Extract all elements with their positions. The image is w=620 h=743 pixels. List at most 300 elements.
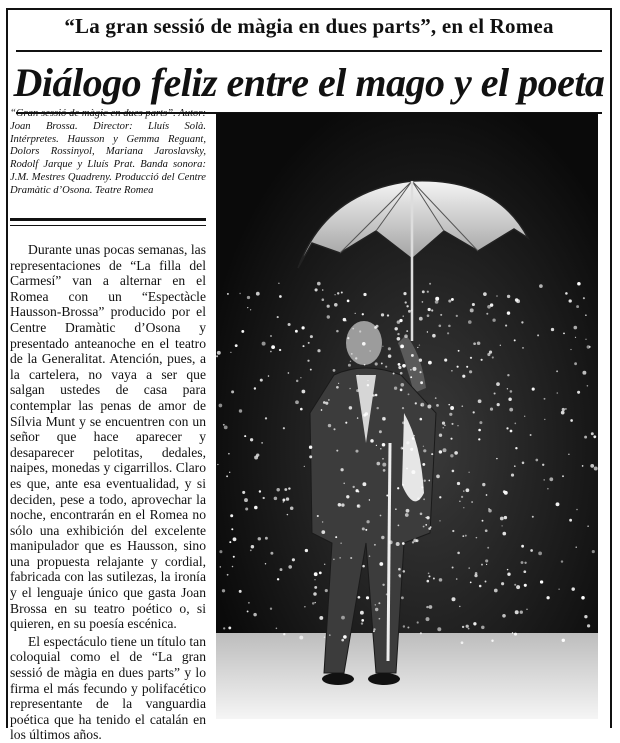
- kicker-rule: [16, 50, 602, 52]
- snow-speck: [419, 359, 422, 362]
- snow-speck: [395, 508, 397, 510]
- snow-speck: [577, 282, 581, 286]
- snow-speck: [452, 597, 456, 601]
- snow-speck: [504, 516, 507, 519]
- snow-speck: [479, 585, 482, 588]
- snow-speck: [491, 639, 493, 641]
- snow-speck: [349, 406, 352, 409]
- snow-speck: [406, 468, 408, 470]
- snow-speck: [227, 293, 229, 295]
- snow-speck: [312, 602, 315, 605]
- snow-speck: [366, 520, 369, 523]
- snow-speck: [253, 613, 257, 617]
- snow-speck: [302, 345, 304, 347]
- snow-speck: [341, 639, 344, 642]
- snow-speck: [382, 458, 384, 460]
- snow-speck: [381, 313, 384, 316]
- snow-speck: [485, 581, 487, 583]
- snow-speck: [230, 352, 231, 353]
- snow-speck: [473, 411, 475, 413]
- snow-speck: [239, 590, 242, 593]
- snow-speck: [260, 379, 263, 382]
- snow-speck: [369, 555, 371, 557]
- snow-speck: [490, 303, 493, 306]
- snow-speck: [444, 359, 447, 362]
- snow-speck: [394, 327, 397, 330]
- snow-speck: [457, 425, 458, 426]
- snow-speck: [352, 328, 354, 330]
- snow-speck: [317, 349, 320, 352]
- snow-speck: [463, 490, 464, 491]
- snow-speck: [341, 292, 343, 294]
- snow-speck: [574, 362, 577, 365]
- snow-speck: [442, 422, 445, 425]
- snow-speck: [224, 426, 228, 430]
- snow-speck: [305, 549, 308, 552]
- snow-speck: [364, 364, 366, 366]
- snow-speck: [323, 401, 326, 404]
- snow-speck: [328, 399, 329, 400]
- snow-speck: [577, 391, 580, 394]
- snow-speck: [288, 565, 292, 569]
- snow-speck: [516, 585, 520, 589]
- snow-speck: [300, 408, 303, 411]
- snow-speck: [431, 453, 433, 455]
- snow-speck: [393, 373, 395, 375]
- snow-speck: [542, 464, 544, 466]
- snow-speck: [502, 614, 506, 618]
- snow-speck: [408, 393, 410, 395]
- snow-speck: [355, 450, 358, 453]
- snow-speck: [373, 630, 375, 632]
- snow-speck: [375, 394, 378, 397]
- snow-speck: [402, 364, 404, 366]
- snow-speck: [473, 342, 476, 345]
- snow-speck: [228, 626, 231, 629]
- snow-speck: [576, 547, 577, 548]
- snow-speck: [456, 315, 458, 317]
- snow-speck: [486, 564, 487, 565]
- snow-speck: [512, 632, 513, 633]
- snow-speck: [263, 497, 265, 499]
- snow-speck: [313, 592, 317, 596]
- snow-speck: [329, 634, 331, 636]
- credits-rule-thin: [10, 225, 206, 226]
- snow-speck: [483, 292, 487, 296]
- snow-speck: [452, 567, 454, 569]
- snow-speck: [468, 628, 470, 630]
- snow-speck: [457, 366, 459, 368]
- snow-speck: [448, 404, 450, 406]
- snow-speck: [448, 325, 451, 328]
- snow-speck: [295, 330, 298, 333]
- snow-speck: [361, 619, 364, 622]
- snow-speck: [424, 480, 426, 482]
- snow-speck: [322, 298, 325, 301]
- snow-speck: [341, 503, 344, 506]
- snow-speck: [362, 342, 366, 346]
- snow-speck: [437, 627, 441, 631]
- snow-speck: [440, 314, 442, 316]
- snow-speck: [360, 611, 364, 615]
- snow-speck: [279, 295, 282, 298]
- snow-speck: [428, 308, 431, 311]
- snow-speck: [226, 475, 228, 477]
- snow-speck: [585, 314, 587, 316]
- snow-speck: [412, 437, 415, 440]
- snow-speck: [562, 408, 565, 411]
- snow-speck: [324, 636, 326, 638]
- snow-speck: [468, 567, 470, 569]
- snow-speck: [410, 376, 412, 378]
- snow-speck: [362, 313, 364, 315]
- snow-speck: [592, 550, 595, 553]
- snow-speck: [247, 610, 249, 612]
- snow-speck: [278, 283, 279, 284]
- snow-speck: [470, 357, 472, 359]
- snow-speck: [427, 314, 430, 317]
- snow-speck: [543, 479, 545, 481]
- snow-speck: [254, 387, 256, 389]
- snow-speck: [494, 589, 498, 593]
- snow-speck: [398, 363, 401, 366]
- snow-speck: [420, 381, 423, 384]
- snow-speck: [486, 494, 488, 496]
- snow-speck: [401, 596, 404, 599]
- snow-speck: [488, 508, 490, 510]
- snow-speck: [492, 356, 494, 358]
- snow-speck: [589, 346, 591, 348]
- credits-rule-thick: [10, 218, 206, 221]
- snow-speck: [497, 403, 500, 406]
- snow-speck: [510, 390, 513, 393]
- snow-speck: [276, 488, 279, 491]
- snow-speck: [426, 516, 429, 519]
- snow-speck: [570, 349, 571, 350]
- snow-speck: [476, 537, 478, 539]
- snow-speck: [363, 293, 366, 296]
- snow-speck: [520, 611, 523, 614]
- snow-speck: [302, 390, 306, 394]
- snow-speck: [481, 564, 483, 566]
- article-kicker: “La gran sessió de màgia en dues parts”, en el Romea: [64, 14, 554, 38]
- snow-speck: [420, 632, 422, 634]
- snow-speck: [270, 335, 272, 337]
- snow-speck: [422, 290, 425, 293]
- snow-speck: [296, 380, 298, 382]
- snow-speck: [404, 334, 408, 338]
- snow-speck: [451, 423, 453, 425]
- snow-speck: [369, 499, 370, 500]
- snow-speck: [231, 528, 233, 530]
- snow-speck: [524, 562, 526, 564]
- snow-speck: [276, 628, 278, 630]
- snow-speck: [362, 482, 366, 486]
- snow-speck: [348, 364, 351, 367]
- snow-speck: [568, 454, 569, 455]
- snow-speck: [277, 316, 279, 318]
- snow-speck: [327, 305, 330, 308]
- snow-speck: [292, 558, 295, 561]
- snow-speck: [265, 417, 267, 419]
- snow-speck: [496, 458, 497, 459]
- snow-speck: [523, 570, 526, 573]
- snow-speck: [219, 550, 222, 553]
- snow-speck: [422, 301, 424, 303]
- snow-speck: [439, 578, 443, 582]
- snow-speck: [576, 305, 579, 308]
- snow-speck: [229, 541, 231, 543]
- snow-speck: [239, 293, 240, 294]
- snow-speck: [380, 515, 382, 517]
- snow-speck: [361, 622, 363, 624]
- snow-speck: [287, 514, 288, 515]
- snow-speck: [521, 545, 524, 548]
- snow-speck: [507, 374, 509, 376]
- snow-speck: [333, 369, 336, 372]
- stage-floor: [216, 633, 598, 719]
- snow-speck: [514, 584, 516, 586]
- snow-speck: [471, 501, 473, 503]
- snow-speck: [250, 549, 252, 551]
- snow-speck: [340, 468, 343, 471]
- snow-speck: [478, 399, 482, 403]
- snow-speck: [450, 438, 452, 440]
- snow-speck: [420, 513, 423, 516]
- snow-speck: [428, 575, 430, 577]
- article-photo: [216, 113, 598, 719]
- snow-speck: [381, 362, 383, 364]
- body-paragraph: Durante unas pocas semanas, las representaciones de “La filla del Carmesí” van a alternar en el Romea con un “Espectàcle Hausson-Brossa” producido por el Centre Dramàtic d’Osona y presentado anteanoche en el teatro de la Generalitat. Atención, pues, a la cartelera, no vaya a ser que salgan ustedes de casa para contemplar las penas de amor de Sílvia Munt y se encuentren con un señor que hace aparecer y desaparecer pelotitas, dedales, naipes, monedas y cigarrillos. Claro es que, ante esa eventualidad, y si deciden, pese a todo, aprovechar la noche, encontrarán en el Romea no sólo una exhibición del excelente manipulador que es Hausson, sino una propuesta relajante y cordial, fabricada con las sutilezas, la ironía y el lenguaje único que gasta Joan Brossa en su teatro poético o, si quieren, en su poesía escénica.: [10, 242, 206, 632]
- snow-speck: [372, 394, 374, 396]
- snow-speck: [247, 296, 250, 299]
- snow-speck: [271, 345, 275, 349]
- snow-speck: [405, 301, 407, 303]
- snow-speck: [388, 354, 392, 358]
- snow-speck: [321, 530, 325, 534]
- snow-speck: [546, 596, 549, 599]
- snow-speck: [383, 469, 386, 472]
- snow-speck: [544, 419, 545, 420]
- snow-speck: [322, 289, 324, 291]
- snow-speck: [526, 609, 527, 610]
- snow-speck: [510, 430, 513, 433]
- snow-speck: [247, 307, 248, 308]
- snow-speck: [439, 496, 441, 498]
- snow-speck: [411, 470, 415, 474]
- snow-speck: [288, 372, 290, 374]
- snow-speck: [590, 464, 594, 468]
- snow-speck: [532, 388, 535, 391]
- snow-speck: [314, 579, 315, 580]
- snow-speck: [374, 326, 377, 329]
- snow-speck: [369, 350, 370, 351]
- snow-speck: [570, 419, 573, 422]
- snow-speck: [435, 397, 437, 399]
- snow-speck: [280, 568, 283, 571]
- snow-speck: [398, 568, 401, 571]
- snow-speck: [447, 332, 449, 334]
- snow-speck: [532, 516, 534, 518]
- snow-speck: [388, 347, 391, 350]
- snow-speck: [501, 582, 504, 585]
- snow-speck: [514, 633, 517, 636]
- snow-speck: [569, 519, 572, 522]
- snow-speck: [288, 487, 290, 489]
- snow-speck: [403, 292, 406, 295]
- snow-speck: [357, 417, 358, 418]
- snow-speck: [223, 424, 225, 426]
- snow-speck: [244, 498, 248, 502]
- snow-speck: [254, 506, 258, 510]
- snow-speck: [411, 354, 414, 357]
- snow-speck: [565, 408, 566, 409]
- snow-speck: [408, 310, 411, 313]
- snow-speck: [456, 578, 458, 580]
- snow-speck: [310, 369, 312, 371]
- snow-speck: [470, 308, 474, 312]
- snow-speck: [500, 517, 504, 521]
- snow-speck: [358, 491, 359, 492]
- snow-speck: [423, 449, 426, 452]
- snow-speck: [473, 622, 476, 625]
- snow-speck: [334, 294, 335, 295]
- snow-speck: [562, 639, 565, 642]
- snow-speck: [277, 578, 279, 580]
- snow-speck: [420, 404, 422, 406]
- snow-speck: [503, 490, 506, 493]
- snow-speck: [561, 411, 565, 415]
- snow-speck: [556, 502, 560, 506]
- snow-speck: [420, 418, 423, 421]
- snow-speck: [425, 524, 427, 526]
- snow-speck: [299, 636, 303, 640]
- snow-speck: [382, 463, 386, 467]
- snow-speck: [328, 424, 331, 427]
- article-headline: Diálogo feliz entre el mago y el poeta: [13, 60, 605, 105]
- body-paragraph: El espectáculo tiene un título tan coloquial como el de “La gran sessió de màgia en dues parts” y lo firma el más fecundo y polifacético representante de la vanguardia poética que ha tenido el catalán en los últimos años.: [10, 633, 206, 743]
- snow-speck: [439, 450, 442, 453]
- snow-speck: [270, 351, 272, 353]
- snow-speck: [406, 305, 408, 307]
- snow-speck: [244, 435, 246, 437]
- snow-speck: [375, 362, 378, 365]
- snow-speck: [482, 520, 484, 522]
- snow-speck: [217, 464, 218, 465]
- snow-speck: [427, 291, 429, 293]
- snow-speck: [382, 443, 386, 447]
- snow-speck: [241, 330, 244, 333]
- snow-speck: [373, 628, 375, 630]
- snow-speck: [362, 527, 365, 530]
- snow-speck: [496, 295, 498, 297]
- snow-speck: [386, 495, 388, 497]
- snow-speck: [514, 423, 516, 425]
- snow-speck: [423, 498, 425, 500]
- snow-speck: [556, 392, 558, 394]
- snow-speck: [485, 529, 488, 532]
- snow-speck: [288, 323, 291, 326]
- snow-speck: [581, 596, 585, 600]
- snow-speck: [386, 593, 388, 595]
- snow-speck: [349, 388, 351, 390]
- snow-speck: [583, 297, 585, 299]
- snow-speck: [308, 342, 310, 344]
- snow-speck: [283, 427, 285, 429]
- snow-speck: [402, 542, 405, 545]
- snow-speck: [538, 552, 542, 556]
- snow-speck: [315, 602, 316, 603]
- snow-speck: [414, 435, 415, 436]
- snow-speck: [466, 488, 470, 492]
- snow-speck: [315, 288, 318, 291]
- snow-speck: [415, 402, 417, 404]
- snow-speck: [423, 526, 425, 528]
- snow-speck: [217, 351, 221, 355]
- snow-speck: [229, 472, 230, 473]
- snow-speck: [407, 626, 409, 628]
- snow-speck: [357, 375, 359, 377]
- snow-speck: [428, 572, 430, 574]
- snow-speck: [283, 501, 285, 503]
- snow-speck: [530, 549, 533, 552]
- snow-speck: [268, 375, 270, 377]
- snow-speck: [494, 392, 496, 394]
- snow-speck: [284, 488, 287, 491]
- snow-speck: [321, 409, 323, 411]
- snow-speck: [274, 497, 278, 501]
- snow-speck: [515, 447, 517, 449]
- snow-speck: [216, 355, 218, 357]
- snow-speck: [571, 587, 574, 590]
- snow-speck: [340, 543, 341, 544]
- snow-speck: [461, 496, 463, 498]
- snow-speck: [405, 513, 409, 517]
- snow-speck: [584, 615, 587, 618]
- snow-speck: [356, 389, 359, 392]
- snow-speck: [439, 434, 442, 437]
- snow-speck: [431, 309, 433, 311]
- snow-speck: [496, 382, 500, 386]
- snow-speck: [397, 487, 399, 489]
- snow-speck: [574, 326, 578, 330]
- snow-speck: [336, 450, 338, 452]
- snow-speck: [335, 536, 337, 538]
- snow-speck: [569, 299, 572, 302]
- snow-speck: [309, 455, 312, 458]
- snow-speck: [367, 380, 368, 381]
- snow-speck: [410, 448, 413, 451]
- snow-speck: [396, 542, 400, 546]
- snow-speck: [347, 300, 350, 303]
- snow-speck: [400, 383, 404, 387]
- snow-speck: [432, 334, 436, 338]
- snow-speck: [304, 606, 305, 607]
- snow-speck: [462, 375, 465, 378]
- snow-speck: [317, 515, 319, 517]
- snow-speck: [419, 317, 423, 321]
- snow-speck: [282, 499, 285, 502]
- snow-speck: [307, 360, 309, 362]
- snow-speck: [472, 303, 475, 306]
- snow-speck: [436, 404, 439, 407]
- snow-speck: [382, 584, 384, 586]
- snow-speck: [310, 335, 313, 338]
- snow-speck: [233, 556, 235, 558]
- snow-speck: [397, 333, 399, 335]
- snow-speck: [582, 465, 584, 467]
- snow-speck: [359, 330, 361, 332]
